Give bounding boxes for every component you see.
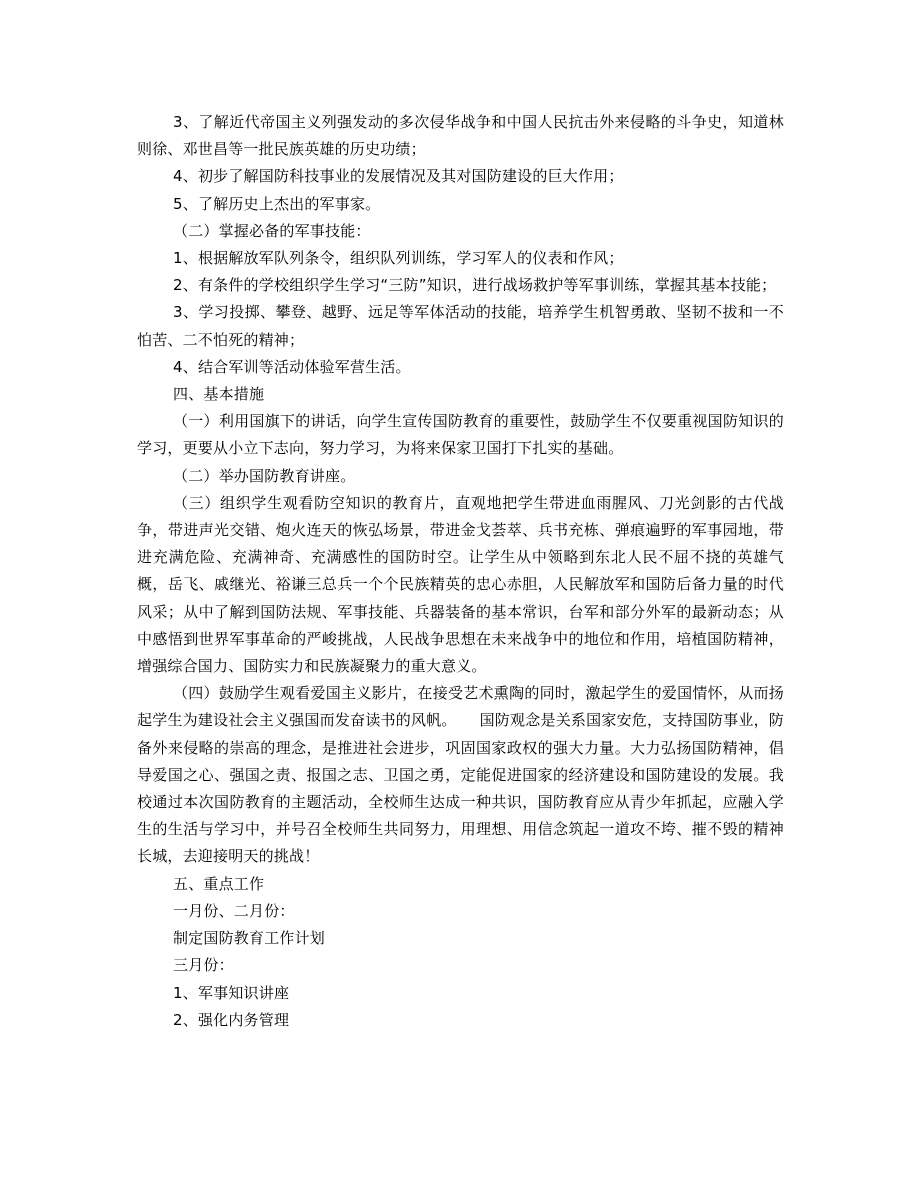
paragraph-skills-item-2: 2、有条件的学校组织学生学习“三防”知识，进行战场救护等军事训练，掌握其基本技能；: [173, 276, 777, 295]
schedule-march-item-1: 1、军事知识讲座: [173, 983, 290, 1002]
paragraph-measure-2: （二）举办国防教育讲座。: [173, 466, 356, 485]
paragraph-skills-item-4: 4、结合军训等活动体验军营生活。: [173, 357, 411, 376]
paragraph-measure-3: （三）组织学生观看防空知识的教育片，直观地把学生带进血雨腥风、刀光剑影的古代战争，带进声光交错、炮火连天的恢弘场景，带进金戈荟萃、兵书充栋、弹痕遍野的军事园地，带进充满危险、充满神奇、充满感性的国防时空。让学生从中领略到东北人民不屈不挠的英雄气概，岳飞、戚继光、裕谦三总兵一个个民族精英的忠心赤胆，人民解放军和国防后备力量的时代风采；从中了解到国防法规、军事技能、兵器装备的基本常识，台军和部分外军的最新动态；从中感悟到世界军事革命的严峻挑战，人民战争思想在未来战争中的地位和作用，培植国防精神，增强综合国力、国防实力和民族凝聚力的重大意义。: [137, 493, 784, 676]
schedule-jan-feb-label: 一月份、二月份：: [173, 901, 295, 920]
paragraph-measure-1: （一）利用国旗下的讲话，向学生宣传国防教育的重要性，鼓励学生不仅要重视国防知识的学习，更要从小立下志向，努力学习，为将来保家卫国打下扎实的基础。: [137, 412, 784, 458]
document-page: [137, 109, 784, 1034]
schedule-march-label: 三月份：: [173, 956, 234, 975]
paragraph-history-item-4: 4、初步了解国防科技事业的发展情况及其对国防建设的巨大作用；: [173, 167, 624, 186]
paragraph-history-item-3: 3、了解近代帝国主义列强发动的多次侵华战争和中国人民抗击外来侵略的斗争史，知道林则徐、邓世昌等一批民族英雄的历史功绩；: [137, 113, 784, 159]
paragraph-measure-4: （四）鼓励学生观看爱国主义影片，在接受艺术熏陶的同时，激起学生的爱国情怀，从而扬起学生为建设社会主义强国而发奋读书的风帆。 国防观念是关系国家安危，支持国防事业，防备外来侵略的崇高的理念，是推进社会进步，巩固国家政权的强大力量。大力弘扬国防精神，倡导爱国之心、强国之责、报国之志、卫国之勇，定能促进国家的经济建设和国防建设的发展。我校通过本次国防教育的主题活动，全校师生达成一种共识，国防教育应从青少年抓起，应融入学生的生活与学习中，并号召全校师生共同努力，用理想、用信念筑起一道攻不垮、摧不毁的精神长城，去迎接明天的挑战！: [137, 684, 784, 866]
section-military-skills-heading: （二）掌握必备的军事技能：: [173, 221, 371, 240]
section-key-work-heading: 五、重点工作: [173, 874, 265, 893]
paragraph-skills-item-1: 1、根据解放军队列条令，组织队列训练，学习军人的仪表和作风；: [173, 249, 624, 268]
section-basic-measures-heading: 四、基本措施: [173, 385, 265, 404]
paragraph-history-item-5: 5、了解历史上杰出的军事家。: [173, 194, 381, 213]
schedule-march-item-2: 2、强化内务管理: [173, 1010, 290, 1029]
paragraph-skills-item-3: 3、学习投掷、攀登、越野、远足等军体活动的技能，培养学生机智勇敢、坚韧不拔和一不怕苦、二不怕死的精神；: [137, 303, 784, 349]
schedule-jan-feb-item: 制定国防教育工作计划: [173, 929, 326, 948]
